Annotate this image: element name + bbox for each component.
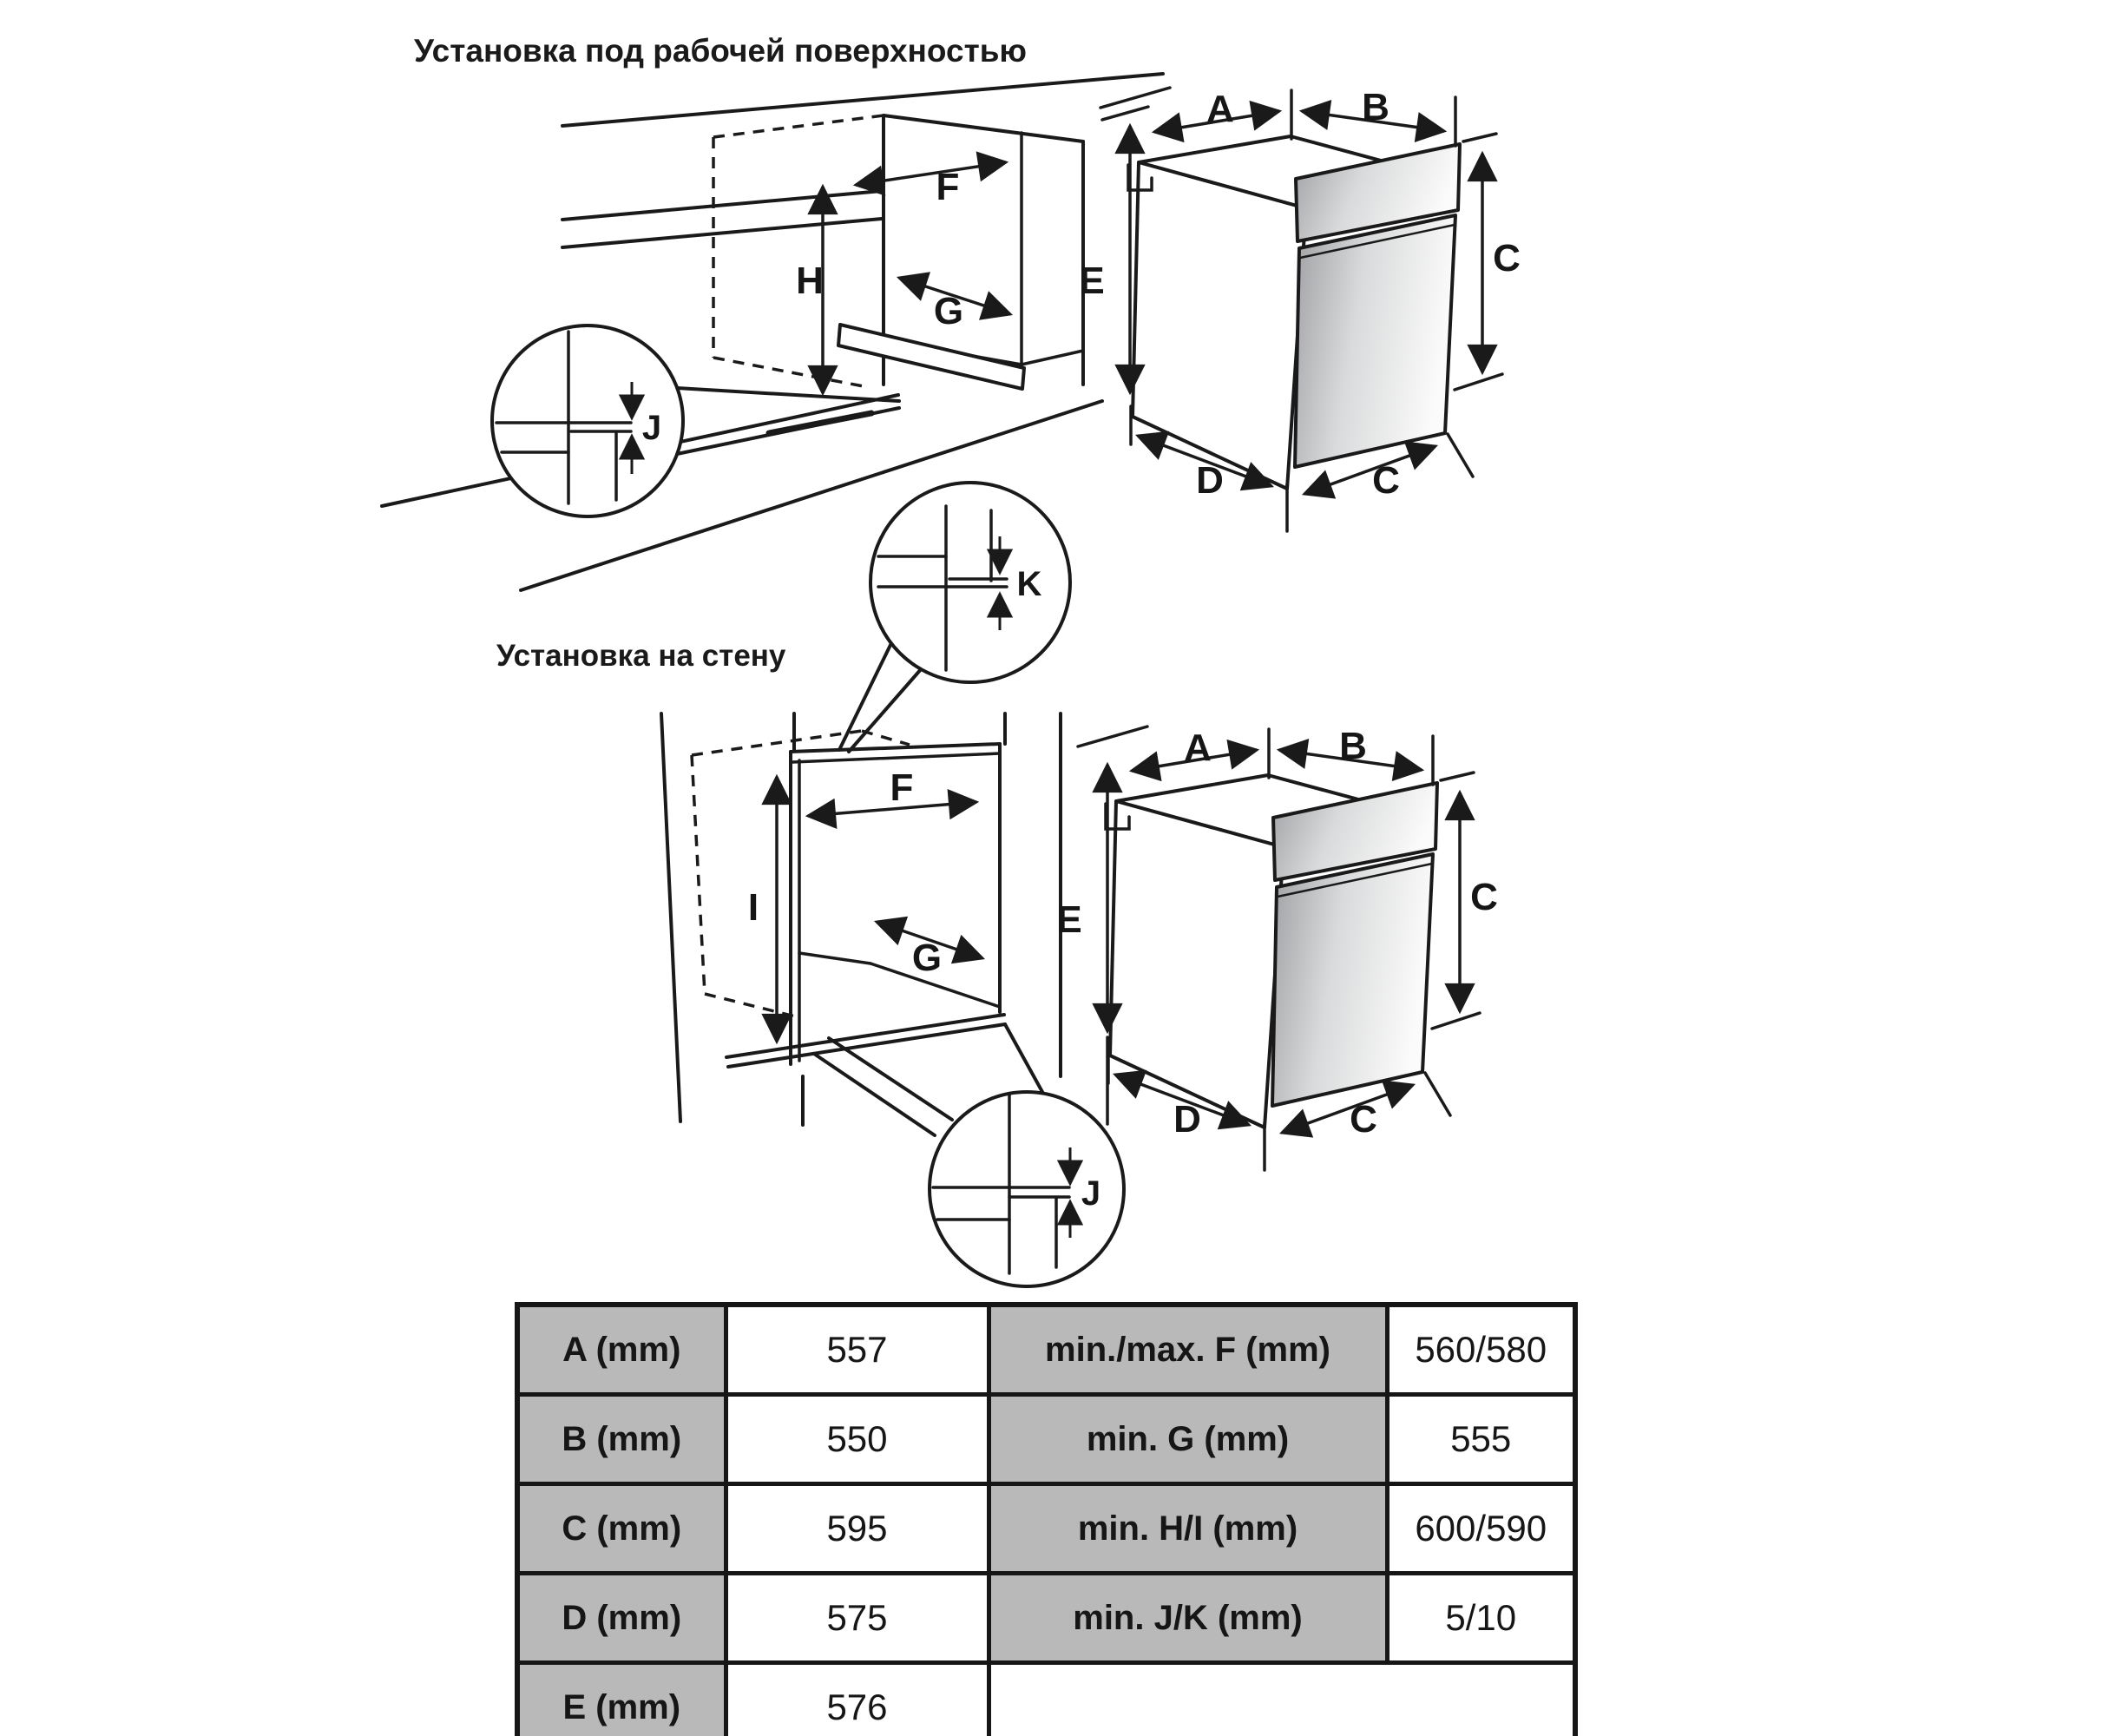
dim-label-f2: F (890, 766, 914, 809)
row-header: E (mm) (517, 1663, 726, 1736)
table-row (517, 1574, 1575, 1663)
dim-label-j2: J (1081, 1174, 1101, 1213)
row-header: C (mm) (517, 1484, 726, 1574)
row-value: 595 (726, 1484, 989, 1574)
row-value: 575 (726, 1574, 989, 1663)
row-value: 5/10 (1387, 1574, 1575, 1663)
detail-circle-j2 (814, 1038, 1124, 1286)
section-title-under-worktop: Установка под рабочей поверхностью (414, 33, 1028, 69)
dim-label-j1: J (641, 409, 662, 447)
row-header: min./max. F (mm) (989, 1305, 1387, 1395)
row-value: 560/580 (1387, 1305, 1575, 1395)
row-header: B (mm) (517, 1395, 726, 1484)
table-row (517, 1484, 1575, 1574)
table-row (517, 1395, 1575, 1484)
table-row (517, 1663, 1575, 1736)
detail-circle-k (839, 483, 1070, 752)
table-row (517, 1305, 1575, 1395)
section-title-on-wall: Установка на стену (496, 639, 786, 673)
oven-drawing-2 (1056, 725, 1498, 1170)
dim-label-g2: G (911, 937, 943, 979)
dim-label-i: I (747, 886, 759, 929)
dim-label-h: H (796, 260, 824, 302)
row-value: 550 (726, 1395, 989, 1484)
row-value: 600/590 (1387, 1484, 1575, 1574)
row-header: min. H/I (mm) (989, 1484, 1387, 1574)
row-value: 576 (726, 1663, 989, 1736)
wall-install-diagram (661, 483, 1498, 1286)
row-header: min. G (mm) (989, 1395, 1387, 1484)
dim-label-g1: G (933, 290, 964, 332)
dim-label-k: K (1016, 565, 1042, 603)
row-value: 555 (1387, 1395, 1575, 1484)
dimension-table (515, 1302, 1578, 1736)
dim-label-f1: F (936, 166, 960, 208)
row-header: D (mm) (517, 1574, 726, 1663)
row-header: min. J/K (mm) (989, 1574, 1387, 1663)
row-value: 557 (726, 1305, 989, 1395)
row-header: A (mm) (517, 1305, 726, 1395)
oven-drawing-1 (1079, 86, 1521, 531)
wall-edge-lines (661, 713, 680, 1121)
row-value-empty (989, 1663, 1575, 1736)
